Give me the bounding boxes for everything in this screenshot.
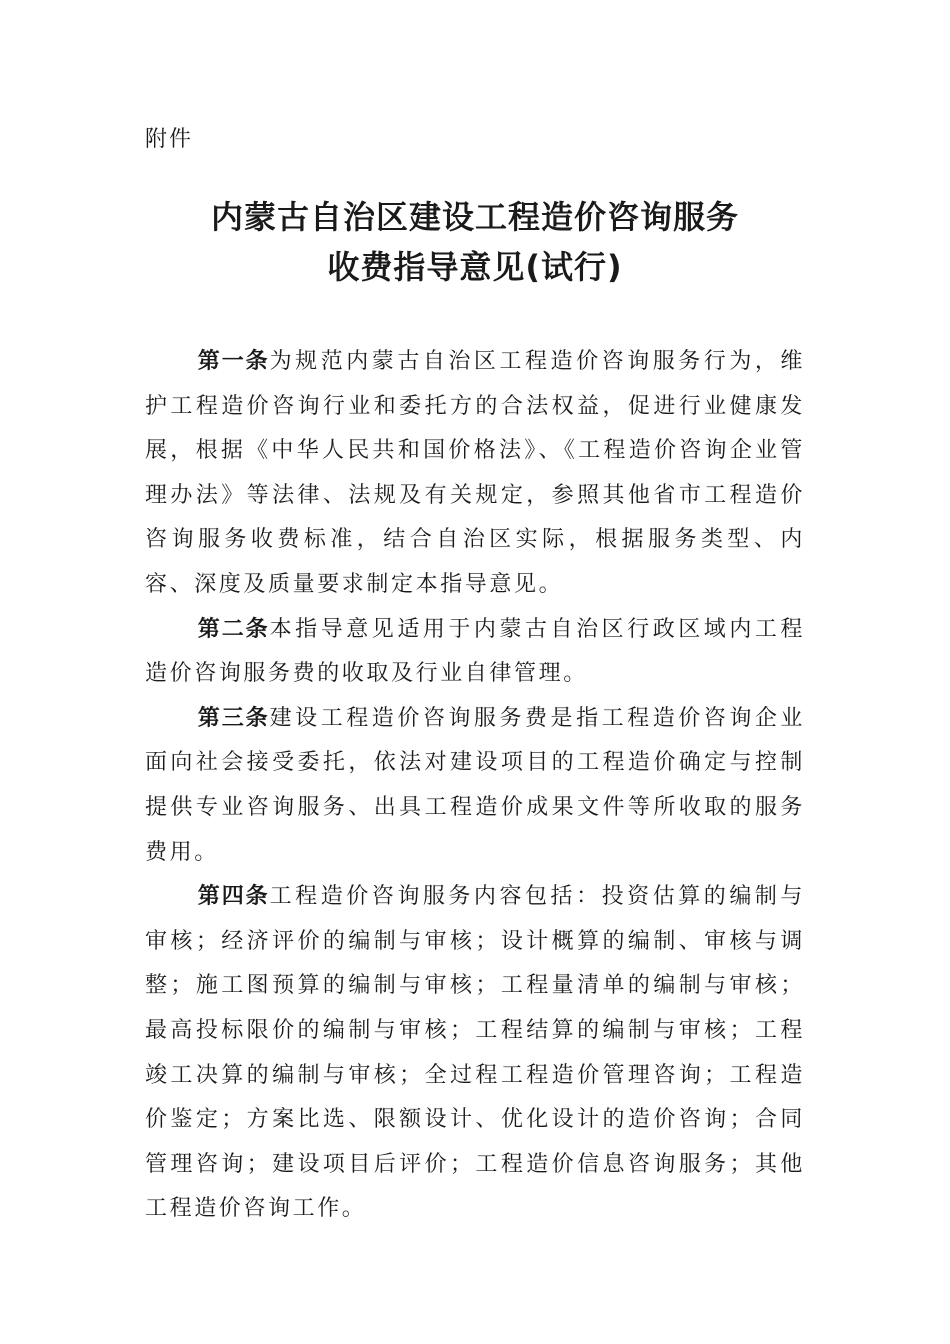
title-line-2: 收费指导意见(试行): [327, 248, 623, 286]
title-line-1: 内蒙古自治区建设工程造价咨询服务: [210, 198, 739, 236]
article-1-text: 为规范内蒙古自治区工程造价咨询服务行为，维护工程造价咨询行业和委托方的合法权益，促进行业健康发展，根据《中华人民共和国价格法》、《工程造价咨询企业管理办法》等法律、法规及有关规定，参照其他省市工程造价咨询服务收费标准，结合自治区实际，根据服务类型、内容、深度及质量要求制定本指导意见。: [145, 349, 805, 597]
document-body: [145, 340, 805, 1232]
document-title: [0, 192, 950, 292]
article-1-number: 第一条: [197, 349, 270, 374]
attachment-label: 附件: [145, 127, 194, 152]
article-4-text: 工程造价咨询服务内容包括：投资估算的编制与审核；经济评价的编制与审核；设计概算的编制、审核与调整；施工图预算的编制与审核；工程量清单的编制与审核；最高投标限价的编制与审核；工程结算的编制与审核；工程竣工决算的编制与审核；全过程工程造价管理咨询；工程造价鉴定；方案比选、限额设计、优化设计的造价咨询；合同管理咨询；建设项目后评价；工程造价信息咨询服务；其他工程造价咨询工作。: [145, 884, 805, 1222]
article-4-number: 第四条: [197, 884, 270, 910]
article-2-text: 本指导意见适用于内蒙古自治区行政区域内工程造价咨询服务费的收取及行业自律管理。: [145, 616, 805, 687]
article-1: [145, 340, 805, 608]
article-2: [145, 608, 805, 697]
article-3: [145, 697, 805, 875]
article-2-number: 第二条: [197, 616, 270, 642]
article-4: [145, 875, 805, 1232]
article-3-number: 第三条: [197, 705, 270, 731]
article-3-text: 建设工程造价咨询服务费是指工程造价咨询企业面向社会接受委托，依法对建设项目的工程造价确定与控制提供专业咨询服务、出具工程造价成果文件等所收取的服务费用。: [145, 705, 805, 865]
